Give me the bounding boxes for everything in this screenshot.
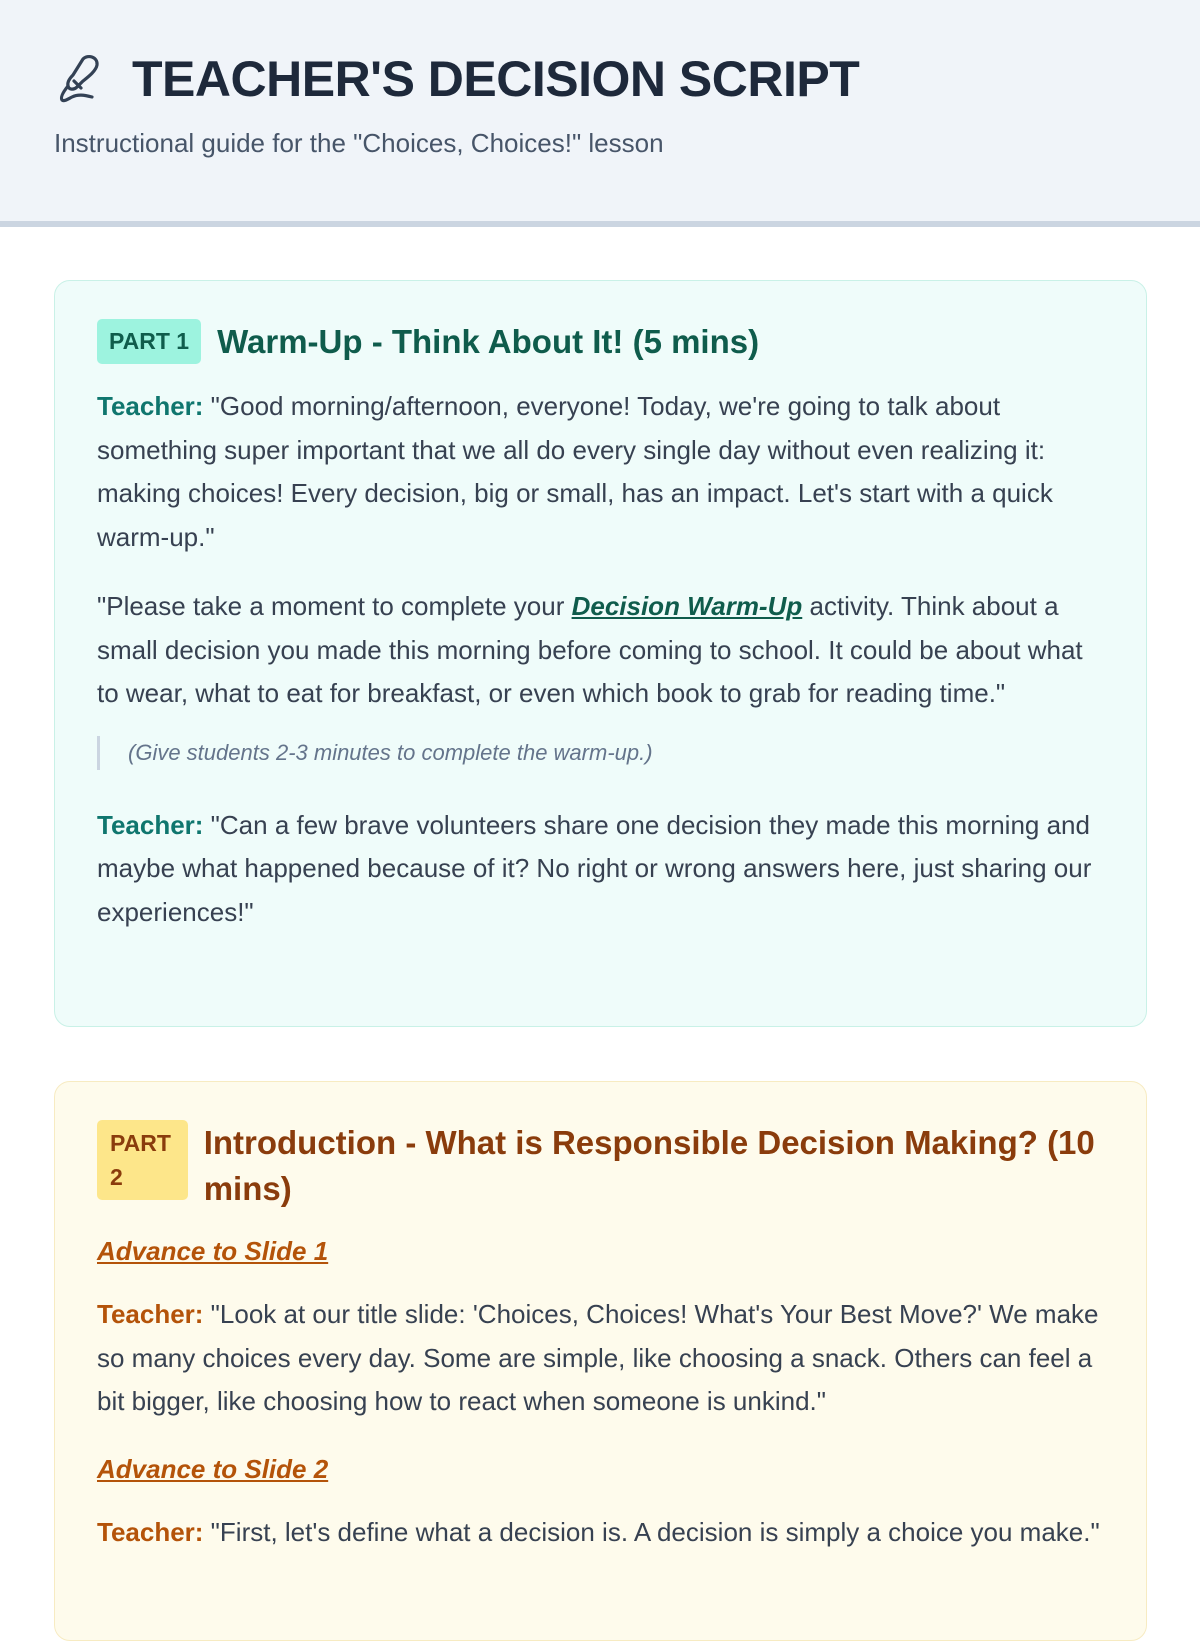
part-2-title: Introduction - What is Responsible Decision Making? (10 mins): [203, 1124, 1095, 1207]
teacher-note: (Give students 2-3 minutes to complete the warm-up.): [97, 736, 1104, 770]
part-1-paragraph-3: [97, 804, 1104, 935]
title-row: [54, 50, 1146, 108]
part-2-section: [54, 1081, 1147, 1641]
page-header: [0, 0, 1200, 227]
part-1-badge: PART 1: [97, 319, 201, 364]
part-1-section: [54, 280, 1147, 1027]
decision-warm-up-link[interactable]: Decision Warm-Up: [571, 591, 803, 621]
part-1-paragraph-1: [97, 385, 1104, 559]
page-title: TEACHER'S DECISION SCRIPT: [132, 51, 860, 107]
advance-slide-2-link[interactable]: Advance to Slide 2: [97, 1453, 329, 1484]
part-2-header: [97, 1120, 1104, 1212]
advance-slide-1-link[interactable]: Advance to Slide 1: [97, 1236, 329, 1266]
paragraph-text: "Can a few brave volunteers share one decision they made this morning and maybe what happened because of it? No right or wrong answers here, just sharing our experiences!": [97, 809, 1092, 927]
part-1-title: Warm-Up - Think About It! (5 mins): [217, 323, 760, 360]
part-2-paragraph-1: [97, 1293, 1104, 1424]
speaker-label: Teacher:: [97, 1516, 204, 1547]
paragraph-text: "Good morning/afternoon, everyone! Today, we're going to talk about something super important that we all do every single day without even realizing it: making choices! Every decision, big or small, has an impact. Let's start with a quick warm-up.": [97, 391, 1053, 552]
paragraph-text: "Look at our title slide: 'Choices, Choices! What's Your Best Move?' We make so many choices every day. Some are simple, like choosing a snack. Others can feel a bit bigger, like choosing how to react when someone is unkind.": [97, 1299, 1099, 1416]
paragraph-text: "Please take a moment to complete your: [97, 591, 572, 621]
speaker-label: Teacher:: [97, 809, 204, 840]
part-1-header: [97, 319, 1104, 365]
paragraph-text: activity. Think about a small decision you made this morning before coming to school. It could be about what to wear, what to eat for breakfast, or even which book to grab for reading time.": [97, 591, 1083, 708]
part-2-paragraph-2: [97, 1511, 1104, 1555]
page-subtitle: Instructional guide for the "Choices, Choices!" lesson: [54, 128, 664, 158]
pen-icon: [54, 51, 110, 107]
paragraph-text: "First, let's define what a decision is. A decision is simply a choice you make.": [203, 1516, 1100, 1547]
speaker-label: Teacher:: [97, 391, 204, 421]
part-1-paragraph-2: [97, 585, 1104, 716]
part-2-badge: PART 2: [97, 1120, 188, 1200]
speaker-label: Teacher:: [97, 1299, 204, 1329]
